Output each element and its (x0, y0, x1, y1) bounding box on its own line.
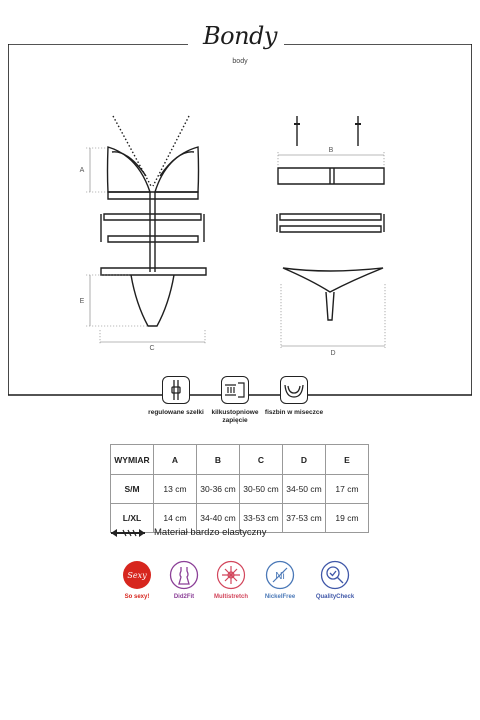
material-text: Materiał bardzo elastyczny (154, 527, 267, 538)
table-cell: 34-50 cm (283, 475, 326, 504)
badge-label: QualityCheck (315, 594, 355, 600)
badge-label: Multistretch (213, 594, 248, 600)
brand-logo: Bondy (203, 22, 277, 50)
dim-label-b: B (328, 147, 334, 154)
dim-label-d: D (330, 350, 336, 357)
table-header-row (111, 445, 369, 475)
table-header-cell: WYMIAR (111, 445, 154, 475)
underwire-cup-icon (280, 376, 308, 404)
badge-quality-check (307, 560, 363, 600)
quality-check-icon (320, 560, 350, 590)
table-header-cell: C (240, 445, 283, 475)
multistretch-icon (216, 560, 246, 590)
so-sexy-icon-text: Sexy (127, 571, 147, 580)
table-cell: 34-40 cm (197, 504, 240, 533)
table-header-cell: A (154, 445, 197, 475)
table-cell: 30-36 cm (197, 475, 240, 504)
adjustable-straps-icon (162, 376, 190, 404)
dress-icon (169, 560, 199, 590)
table-cell: 13 cm (154, 475, 197, 504)
size-table (110, 444, 369, 533)
dim-label-a: A (79, 167, 85, 174)
feature-label: fiszbin w miseczce (264, 409, 324, 416)
badge-label: Did2Fit (173, 594, 195, 600)
dim-label-e: E (79, 298, 85, 305)
stretch-arrows-icon (110, 528, 146, 538)
feature-multi-hook-clasp (205, 376, 265, 425)
table-cell: 30-50 cm (240, 475, 283, 504)
badge-nickel-free (252, 560, 308, 600)
so-sexy-icon (122, 560, 152, 590)
table-row (111, 475, 369, 504)
multi-hook-clasp-icon (221, 376, 249, 404)
table-header-cell: B (197, 445, 240, 475)
table-header-cell: E (326, 445, 369, 475)
table-cell: L/XL (111, 504, 154, 533)
diagram-frame (8, 44, 472, 396)
nickel-free-icon-text: Ni (275, 571, 285, 582)
brand-subtitle: body (232, 58, 248, 65)
feature-label: regulowane szelki (148, 409, 204, 416)
table-cell: S/M (111, 475, 154, 504)
front-view-drawing (101, 116, 206, 326)
nickel-free-icon (265, 560, 295, 590)
table-cell: 37-53 cm (283, 504, 326, 533)
table-header-cell: D (283, 445, 326, 475)
feature-label: kilkustopniowe zapięcie (211, 409, 259, 424)
badge-multistretch (203, 560, 259, 600)
badge-label: NickelFree (264, 594, 296, 600)
table-cell: 14 cm (154, 504, 197, 533)
table-cell: 19 cm (326, 504, 369, 533)
material-note (110, 527, 266, 538)
table-cell: 33-53 cm (240, 504, 283, 533)
table-cell: 17 cm (326, 475, 369, 504)
feature-underwire-cup (264, 376, 324, 417)
dim-label-c: C (149, 345, 155, 352)
badge-label: So sexy! (124, 594, 150, 600)
feature-adjustable-straps (146, 376, 206, 417)
